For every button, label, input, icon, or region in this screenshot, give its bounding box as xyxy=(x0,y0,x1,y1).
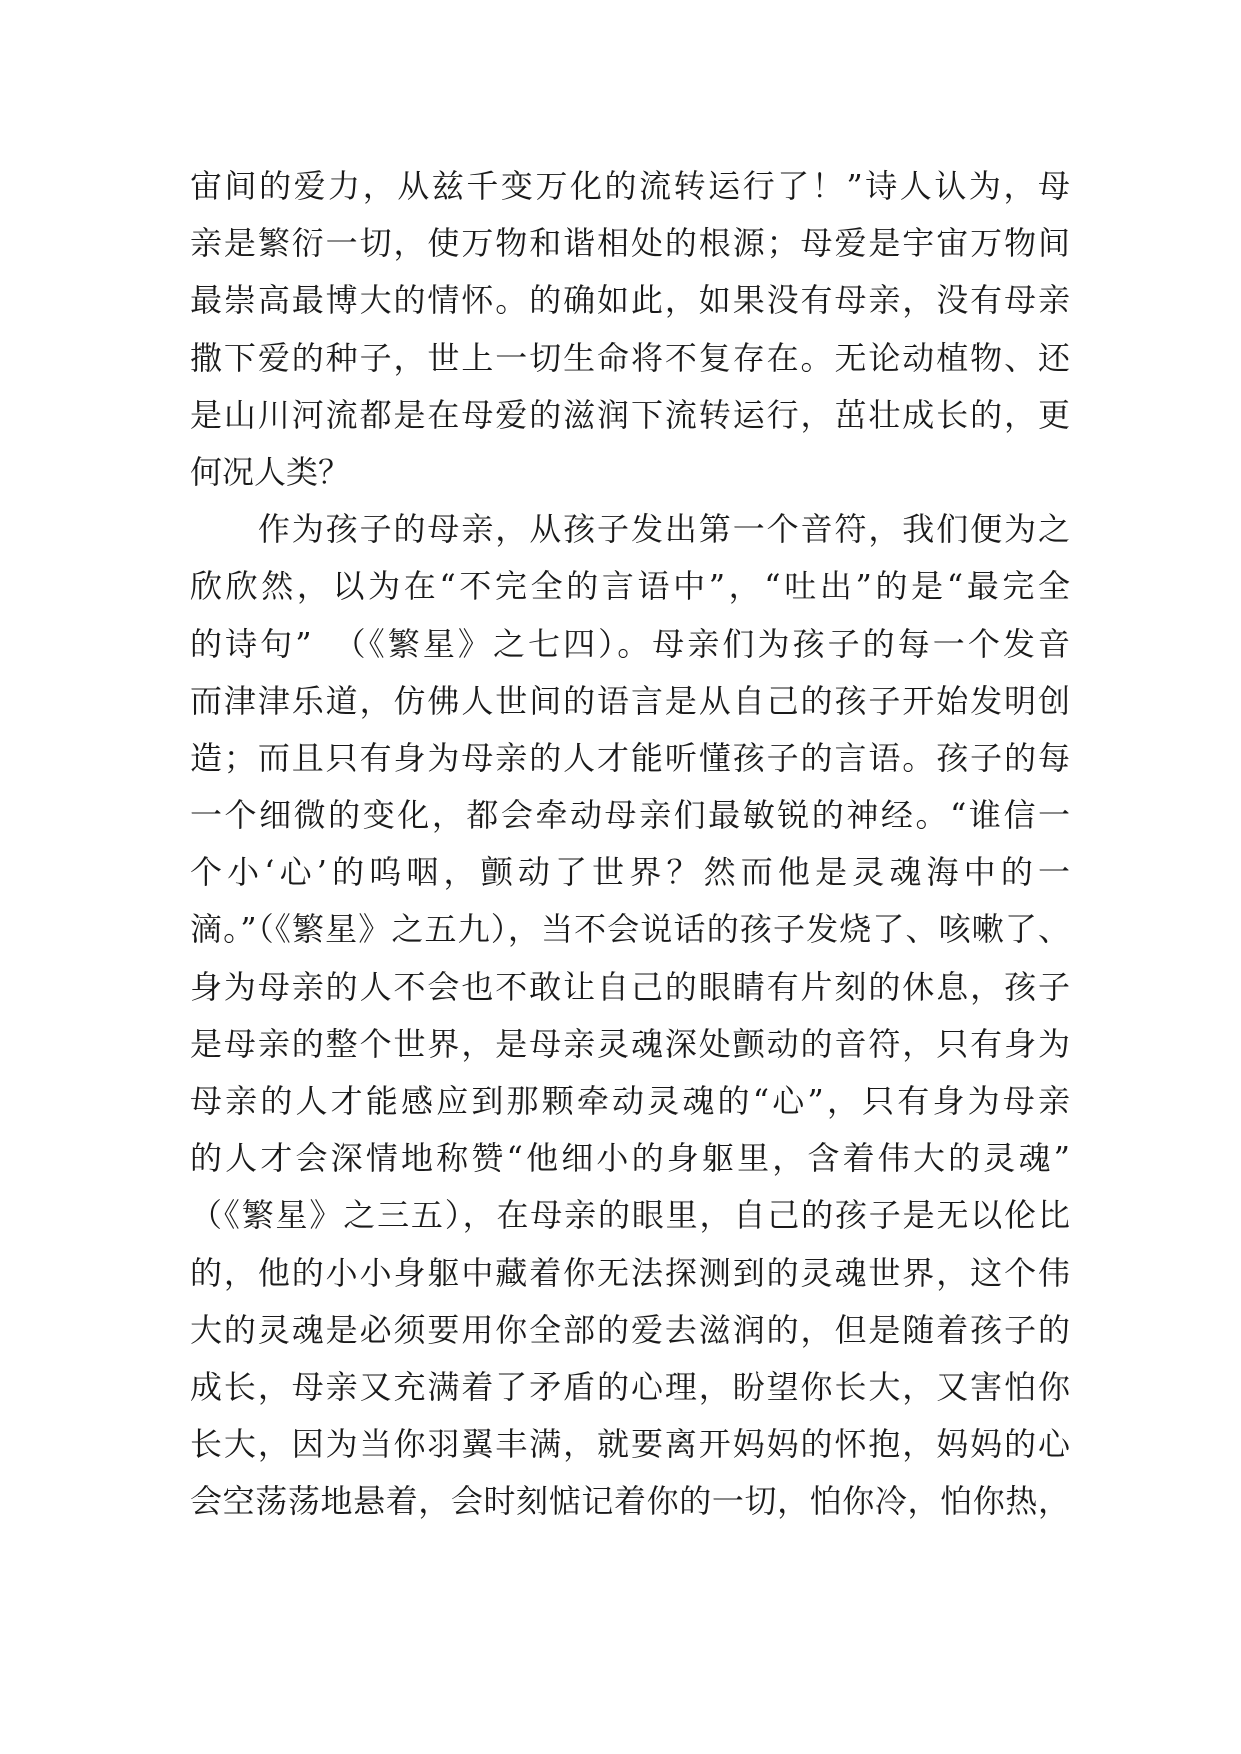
text-line: 母亲的人才能感应到那颗牵动灵魂的“心”，只有身为母亲 xyxy=(190,1082,1070,1120)
text-line: 的，他的小小身躯中藏着你无法探测到的灵魂世界，这个伟 xyxy=(190,1253,1070,1292)
text-line: 最崇高最博大的情怀。的确如此，如果没有母亲，没有母亲 xyxy=(190,281,1070,320)
text-line: 是山川河流都是在母爱的滋润下流转运行，茁壮成长的，更 xyxy=(190,395,1070,434)
text-line: 大的灵魂是必须要用你全部的爱去滋润的，但是随着孩子的 xyxy=(190,1310,1070,1349)
text-line: 的人才会深情地称赞“他细小的身躯里，含着伟大的灵魂” xyxy=(190,1139,1070,1178)
text-line: 是母亲的整个世界，是母亲灵魂深处颤动的音符，只有身为 xyxy=(190,1024,1070,1063)
text-line: 亲是繁衍一切，使万物和谐相处的根源；母爱是宇宙万物间 xyxy=(190,224,1070,263)
text-line: 而津津乐道，仿佛人世间的语言是从自己的孩子开始发明创 xyxy=(190,681,1070,720)
text-line: 会空荡荡地悬着，会时刻惦记着你的一切，怕你冷，怕你热， xyxy=(190,1482,1070,1521)
text-line: 撒下爱的种子，世上一切生命将不复存在。无论动植物、还 xyxy=(190,338,1070,377)
text-line: 身为母亲的人不会也不敢让自己的眼睛有片刻的休息，孩子 xyxy=(190,967,1070,1006)
text-line: （《繁星》之三五），在母亲的眼里，自己的孩子是无以伦比 xyxy=(190,1196,1070,1235)
text-line: 一个细微的变化，都会牵动母亲们最敏锐的神经。“谁信一 xyxy=(190,796,1070,835)
text-line: 作为孩子的母亲，从孩子发出第一个音符，我们便为之 xyxy=(190,510,1070,549)
text-line: 滴。”（《繁星》之五九），当不会说话的孩子发烧了、咳嗽了、 xyxy=(190,910,1070,949)
text-line: 欣欣然，以为在“不完全的言语中”，“吐出”的是“最完全 xyxy=(190,567,1070,606)
text-line: 造；而且只有身为母亲的人才能听懂孩子的言语。孩子的每 xyxy=(190,738,1070,777)
text-line: 成长，母亲又充满着了矛盾的心理，盼望你长大，又害怕你 xyxy=(190,1367,1070,1406)
text-line: 个小‘心’的呜咽，颤动了世界？然而他是灵魂海中的一 xyxy=(190,853,1070,892)
text-line: 长大，因为当你羽翼丰满，就要离开妈妈的怀抱，妈妈的心 xyxy=(190,1425,1070,1464)
text-line: 的诗句” （《繁星》之七四）。母亲们为孩子的每一个发音 xyxy=(190,624,1070,663)
text-line: 何况人类？ xyxy=(190,452,351,491)
text-line: 宙间的爱力，从兹千变万化的流转运行了！”诗人认为，母 xyxy=(190,167,1070,205)
body-text xyxy=(190,158,1070,1531)
